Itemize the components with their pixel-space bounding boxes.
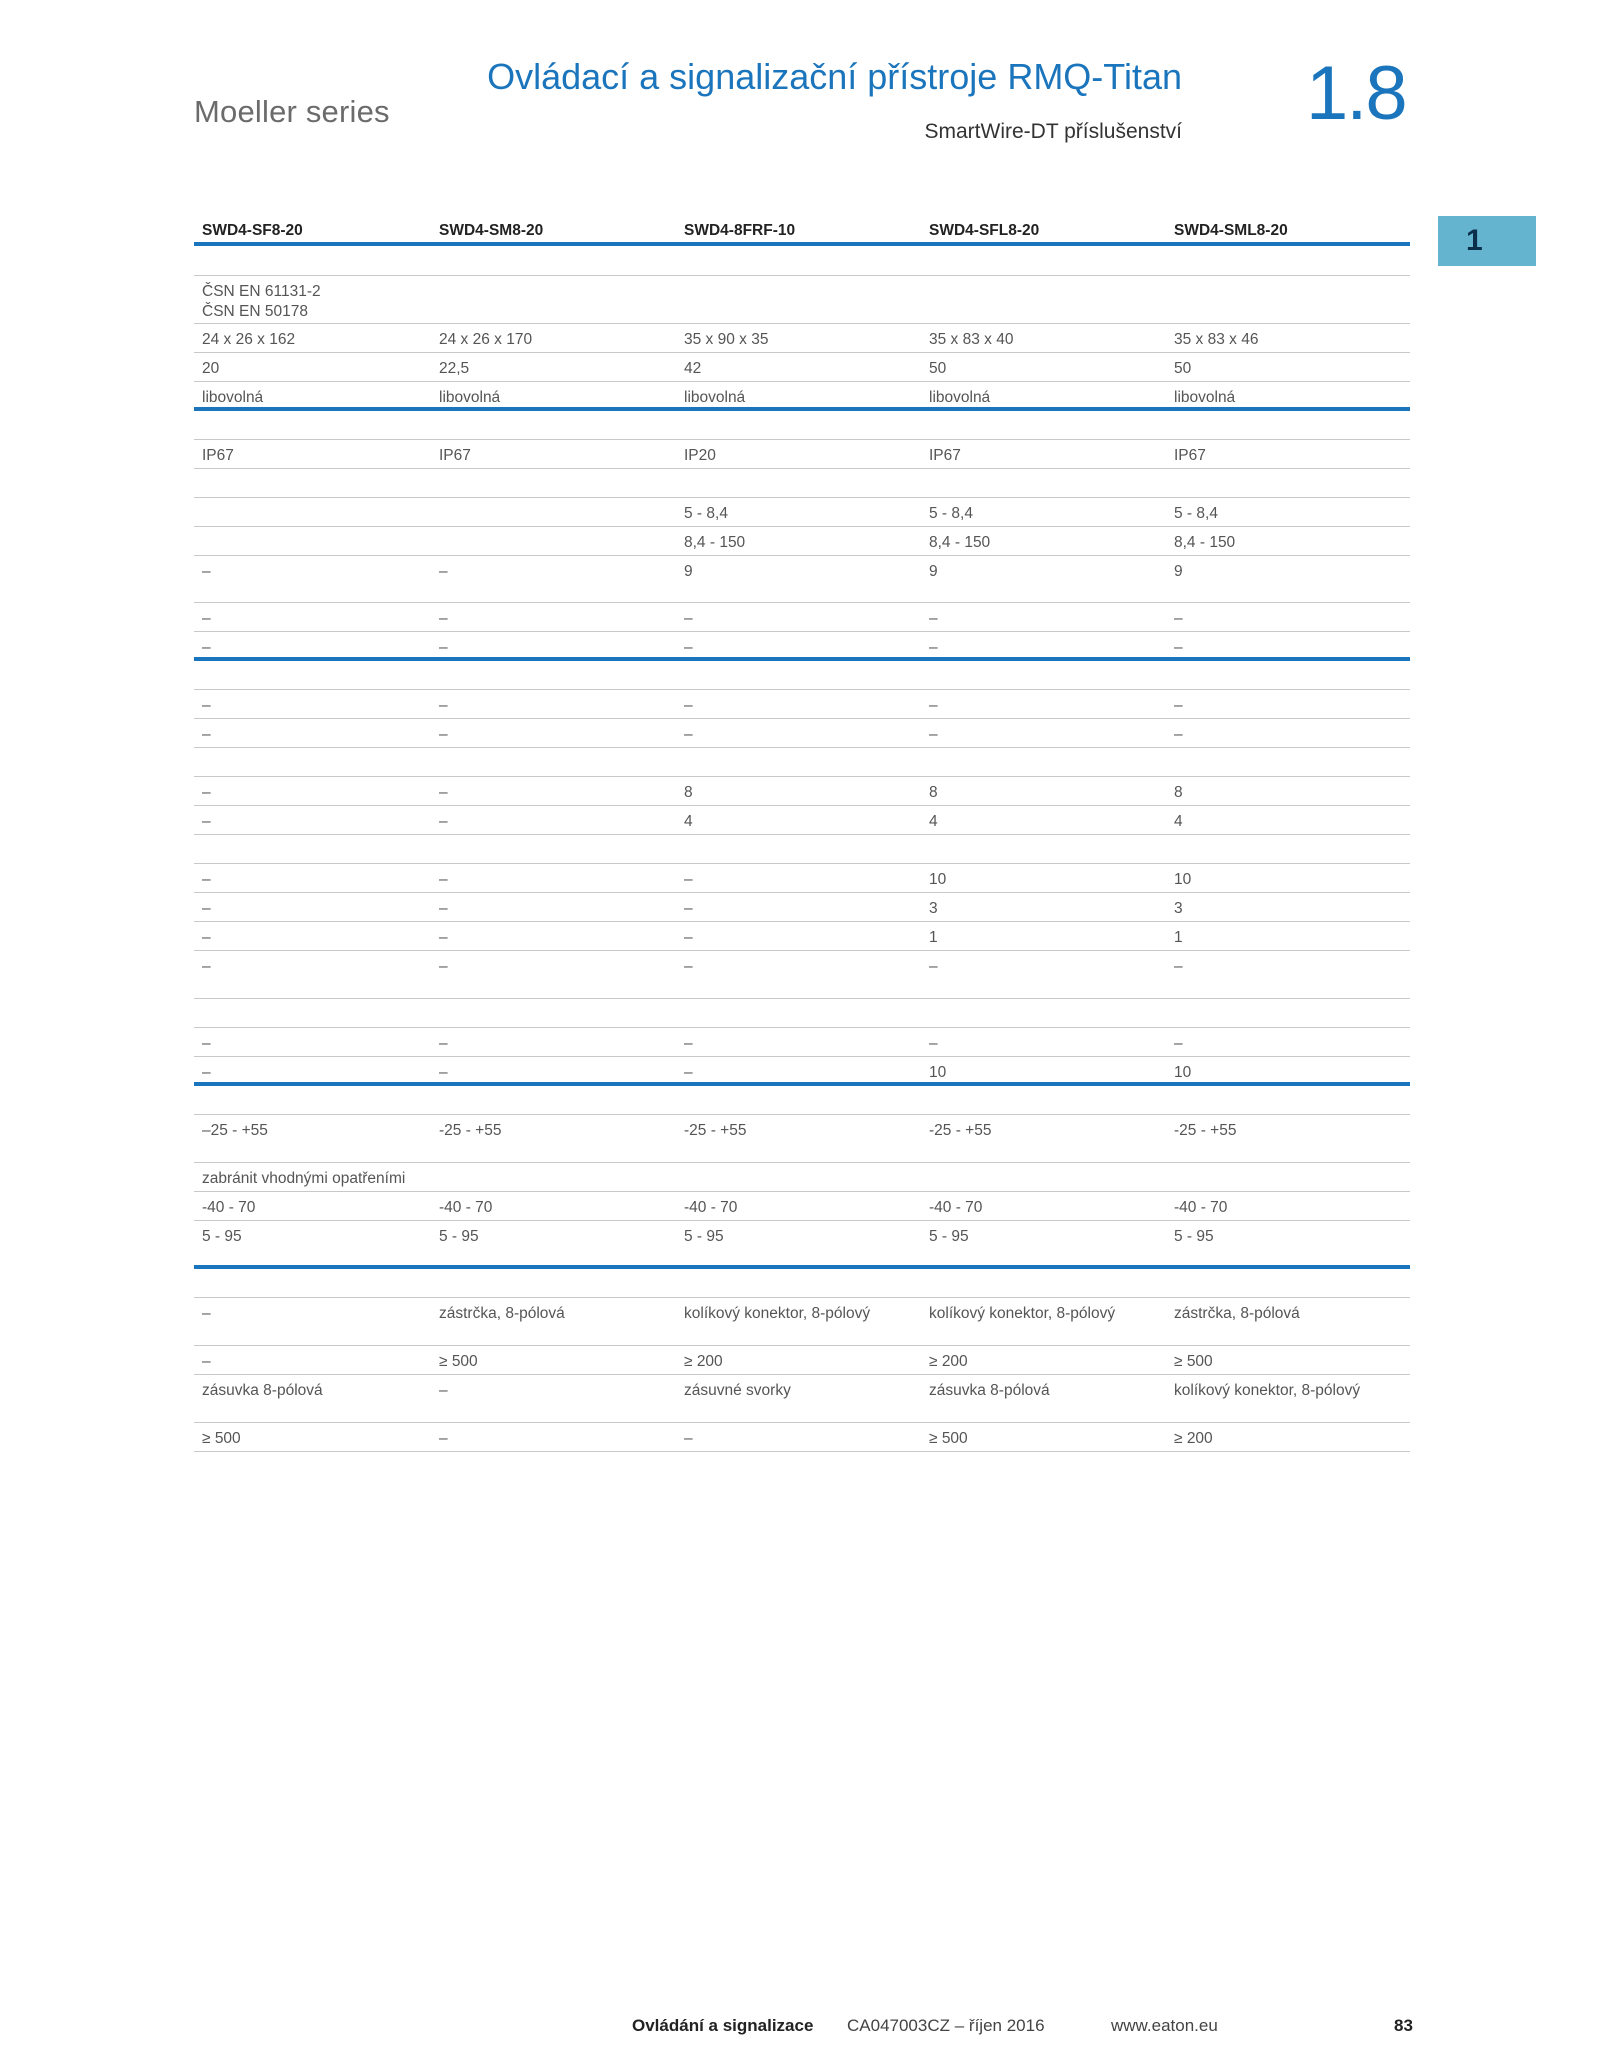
table-cell: – bbox=[439, 563, 448, 580]
table-cell: IP67 bbox=[439, 447, 471, 464]
table-cell: – bbox=[439, 871, 448, 888]
table-cell: – bbox=[684, 929, 693, 946]
table-row bbox=[194, 719, 1410, 748]
table-cell: zásuvné svorky bbox=[684, 1382, 791, 1399]
table-row bbox=[194, 353, 1410, 382]
table-cell: IP67 bbox=[929, 447, 961, 464]
table-cell: – bbox=[202, 697, 211, 714]
table-cell: -40 - 70 bbox=[1174, 1199, 1228, 1216]
table-row bbox=[194, 382, 1410, 411]
table-cell: 10 bbox=[1174, 871, 1192, 888]
table-row bbox=[194, 440, 1410, 469]
table-cell: 1 bbox=[929, 929, 938, 946]
table-cell: 8 bbox=[684, 784, 693, 801]
table-cell: – bbox=[439, 813, 448, 830]
table-row bbox=[194, 1163, 1410, 1192]
table-row bbox=[194, 1115, 1410, 1163]
table-cell: – bbox=[202, 929, 211, 946]
table-cell: 10 bbox=[929, 1064, 947, 1081]
table-cell: zástrčka, 8-pólová bbox=[1174, 1305, 1300, 1322]
table-row bbox=[194, 1192, 1410, 1221]
table-cell: – bbox=[929, 958, 938, 975]
spec-table bbox=[194, 216, 1410, 1452]
table-cell: libovolná bbox=[202, 389, 264, 406]
table-cell: -25 - +55 bbox=[684, 1122, 747, 1139]
table-cell: – bbox=[202, 639, 211, 656]
table-cell: libovolná bbox=[1174, 389, 1236, 406]
table-cell: – bbox=[202, 1064, 211, 1081]
table-row bbox=[194, 527, 1410, 556]
table-row bbox=[194, 835, 1410, 864]
table-row bbox=[194, 1346, 1410, 1375]
table-row bbox=[194, 603, 1410, 632]
table-row bbox=[194, 1298, 1410, 1346]
table-row bbox=[194, 324, 1410, 353]
table-cell: – bbox=[202, 1353, 211, 1370]
table-cell: – bbox=[1174, 697, 1183, 714]
table-row bbox=[194, 246, 1410, 276]
table-cell: 10 bbox=[1174, 1064, 1192, 1081]
table-row bbox=[194, 556, 1410, 603]
table-cell: 5 - 95 bbox=[202, 1228, 242, 1245]
footer-catalog: CA047003CZ – říjen 2016 bbox=[847, 2016, 1045, 2035]
table-cell: – bbox=[929, 697, 938, 714]
table-cell: -40 - 70 bbox=[929, 1199, 983, 1216]
table-cell: zabránit vhodnými opatřeními bbox=[202, 1170, 406, 1187]
table-cell: 50 bbox=[929, 360, 947, 377]
table-row bbox=[194, 276, 1410, 324]
table-cell: -25 - +55 bbox=[439, 1122, 502, 1139]
table-cell: -40 - 70 bbox=[202, 1199, 256, 1216]
table-cell: – bbox=[202, 813, 211, 830]
table-cell: zásuvka 8-pólová bbox=[929, 1382, 1050, 1399]
table-cell: ≥ 200 bbox=[929, 1353, 968, 1370]
table-cell: ≥ 500 bbox=[1174, 1353, 1213, 1370]
table-cell: – bbox=[929, 610, 938, 627]
table-cell: ≥ 500 bbox=[439, 1353, 478, 1370]
table-cell: 8,4 - 150 bbox=[929, 534, 991, 551]
table-cell: ≥ 500 bbox=[202, 1430, 241, 1447]
table-row bbox=[194, 864, 1410, 893]
table-cell: – bbox=[929, 1035, 938, 1052]
table-cell: libovolná bbox=[439, 389, 501, 406]
table-cell: – bbox=[1174, 958, 1183, 975]
table-cell: – bbox=[202, 563, 211, 580]
column-header: SWD4-SF8-20 bbox=[202, 222, 303, 239]
table-cell: libovolná bbox=[684, 389, 746, 406]
column-header: SWD4-SML8-20 bbox=[1174, 222, 1288, 239]
table-cell: – bbox=[929, 726, 938, 743]
table-cell: ≥ 200 bbox=[684, 1353, 723, 1370]
table-cell: 20 bbox=[202, 360, 220, 377]
table-cell: – bbox=[439, 697, 448, 714]
table-cell: 9 bbox=[929, 563, 938, 580]
footer-website[interactable]: www.eaton.eu bbox=[1111, 2016, 1218, 2035]
table-cell: 5 - 8,4 bbox=[929, 505, 973, 522]
table-cell: IP67 bbox=[1174, 447, 1206, 464]
table-cell: 22,5 bbox=[439, 360, 470, 377]
table-header-row bbox=[194, 216, 1410, 246]
page-number: 83 bbox=[1394, 2016, 1413, 2035]
table-cell: 5 - 95 bbox=[439, 1228, 479, 1245]
table-cell: – bbox=[439, 958, 448, 975]
table-cell: -25 - +55 bbox=[929, 1122, 992, 1139]
table-cell: – bbox=[202, 900, 211, 917]
table-cell: 9 bbox=[684, 563, 693, 580]
table-cell: zástrčka, 8-pólová bbox=[439, 1305, 565, 1322]
table-cell: – bbox=[684, 639, 693, 656]
table-cell: kolíkový konektor, 8-pólový bbox=[684, 1305, 871, 1322]
table-cell: – bbox=[202, 1305, 211, 1322]
table-cell: 4 bbox=[929, 813, 938, 830]
table-cell: 8,4 - 150 bbox=[1174, 534, 1236, 551]
table-row bbox=[194, 951, 1410, 999]
table-cell: ≥ 200 bbox=[1174, 1430, 1213, 1447]
table-cell: – bbox=[439, 610, 448, 627]
table-row bbox=[194, 1375, 1410, 1423]
table-cell: 1 bbox=[1174, 929, 1183, 946]
table-cell: 5 - 95 bbox=[929, 1228, 969, 1245]
table-cell: 5 - 95 bbox=[684, 1228, 724, 1245]
table-cell: kolíkový konektor, 8-pólový bbox=[1174, 1382, 1361, 1399]
page-title: Ovládací a signalizační přístroje RMQ-Titan bbox=[487, 56, 1182, 97]
table-cell: – bbox=[439, 1035, 448, 1052]
table-cell: 35 x 83 x 40 bbox=[929, 331, 1014, 348]
table-row bbox=[194, 498, 1410, 527]
table-cell: 35 x 83 x 46 bbox=[1174, 331, 1259, 348]
table-cell: – bbox=[439, 1382, 448, 1399]
table-cell: – bbox=[684, 900, 693, 917]
table-cell: 5 - 8,4 bbox=[684, 505, 728, 522]
table-cell: IP20 bbox=[684, 447, 716, 464]
table-row bbox=[194, 1057, 1410, 1086]
table-cell: – bbox=[202, 726, 211, 743]
table-row bbox=[194, 661, 1410, 690]
table-cell: 3 bbox=[1174, 900, 1183, 917]
page-subtitle: SmartWire-DT příslušenství bbox=[924, 120, 1182, 143]
table-cell: –25 - +55 bbox=[202, 1122, 268, 1139]
table-row bbox=[194, 690, 1410, 719]
table-row bbox=[194, 469, 1410, 498]
table-cell: – bbox=[684, 958, 693, 975]
table-row bbox=[194, 411, 1410, 440]
table-cell: 9 bbox=[1174, 563, 1183, 580]
table-cell: ČSN EN 61131-2 ČSN EN 50178 bbox=[202, 283, 321, 320]
table-cell: 24 x 26 x 170 bbox=[439, 331, 533, 348]
table-cell: – bbox=[929, 639, 938, 656]
table-cell: – bbox=[684, 1430, 693, 1447]
table-cell: – bbox=[1174, 610, 1183, 627]
table-cell: – bbox=[439, 900, 448, 917]
table-cell: – bbox=[684, 610, 693, 627]
table-cell: 24 x 26 x 162 bbox=[202, 331, 296, 348]
table-cell: – bbox=[1174, 1035, 1183, 1052]
table-row bbox=[194, 1028, 1410, 1057]
table-row bbox=[194, 999, 1410, 1028]
table-cell: 4 bbox=[1174, 813, 1183, 830]
table-cell: 5 - 95 bbox=[1174, 1228, 1214, 1245]
table-cell: ≥ 500 bbox=[929, 1430, 968, 1447]
table-cell: 8,4 - 150 bbox=[684, 534, 746, 551]
table-cell: 10 bbox=[929, 871, 947, 888]
table-cell: 42 bbox=[684, 360, 702, 377]
column-header: SWD4-SFL8-20 bbox=[929, 222, 1040, 239]
table-cell: – bbox=[439, 639, 448, 656]
table-cell: -40 - 70 bbox=[439, 1199, 493, 1216]
table-row bbox=[194, 806, 1410, 835]
table-cell: – bbox=[684, 1064, 693, 1081]
table-row bbox=[194, 1221, 1410, 1269]
table-cell: -40 - 70 bbox=[684, 1199, 738, 1216]
table-cell: – bbox=[439, 1064, 448, 1081]
table-cell: 35 x 90 x 35 bbox=[684, 331, 769, 348]
footer-section: Ovládání a signalizace bbox=[632, 2016, 814, 2035]
table-cell: – bbox=[202, 871, 211, 888]
brand-label: Moeller series bbox=[194, 94, 390, 129]
table-row bbox=[194, 893, 1410, 922]
table-cell: – bbox=[684, 726, 693, 743]
table-cell: – bbox=[202, 958, 211, 975]
table-cell: libovolná bbox=[929, 389, 991, 406]
table-cell: 8 bbox=[1174, 784, 1183, 801]
table-cell: 50 bbox=[1174, 360, 1192, 377]
table-row bbox=[194, 1269, 1410, 1298]
table-cell: 4 bbox=[684, 813, 693, 830]
table-cell: – bbox=[202, 610, 211, 627]
table-row bbox=[194, 748, 1410, 777]
table-cell: – bbox=[684, 1035, 693, 1052]
table-cell: IP67 bbox=[202, 447, 234, 464]
table-cell: – bbox=[439, 726, 448, 743]
table-cell: 8 bbox=[929, 784, 938, 801]
table-row bbox=[194, 777, 1410, 806]
table-row bbox=[194, 922, 1410, 951]
table-cell: – bbox=[1174, 726, 1183, 743]
table-cell: – bbox=[439, 1430, 448, 1447]
table-row bbox=[194, 1086, 1410, 1115]
table-cell: – bbox=[202, 1035, 211, 1052]
table-cell: -25 - +55 bbox=[1174, 1122, 1237, 1139]
table-row bbox=[194, 1423, 1410, 1452]
table-cell: – bbox=[439, 784, 448, 801]
section-number: 1.8 bbox=[1306, 51, 1406, 136]
table-cell: zásuvka 8-pólová bbox=[202, 1382, 323, 1399]
table-cell: – bbox=[202, 784, 211, 801]
table-cell: kolíkový konektor, 8-pólový bbox=[929, 1305, 1116, 1322]
chapter-tab[interactable] bbox=[1438, 216, 1536, 266]
column-header: SWD4-8FRF-10 bbox=[684, 222, 796, 239]
table-cell: – bbox=[1174, 639, 1183, 656]
chapter-tab-label: 1 bbox=[1466, 224, 1483, 257]
table-cell: 5 - 8,4 bbox=[1174, 505, 1218, 522]
table-cell: – bbox=[684, 697, 693, 714]
table-cell: 3 bbox=[929, 900, 938, 917]
table-cell: – bbox=[439, 929, 448, 946]
column-header: SWD4-SM8-20 bbox=[439, 222, 544, 239]
table-cell: – bbox=[684, 871, 693, 888]
table-row bbox=[194, 632, 1410, 661]
